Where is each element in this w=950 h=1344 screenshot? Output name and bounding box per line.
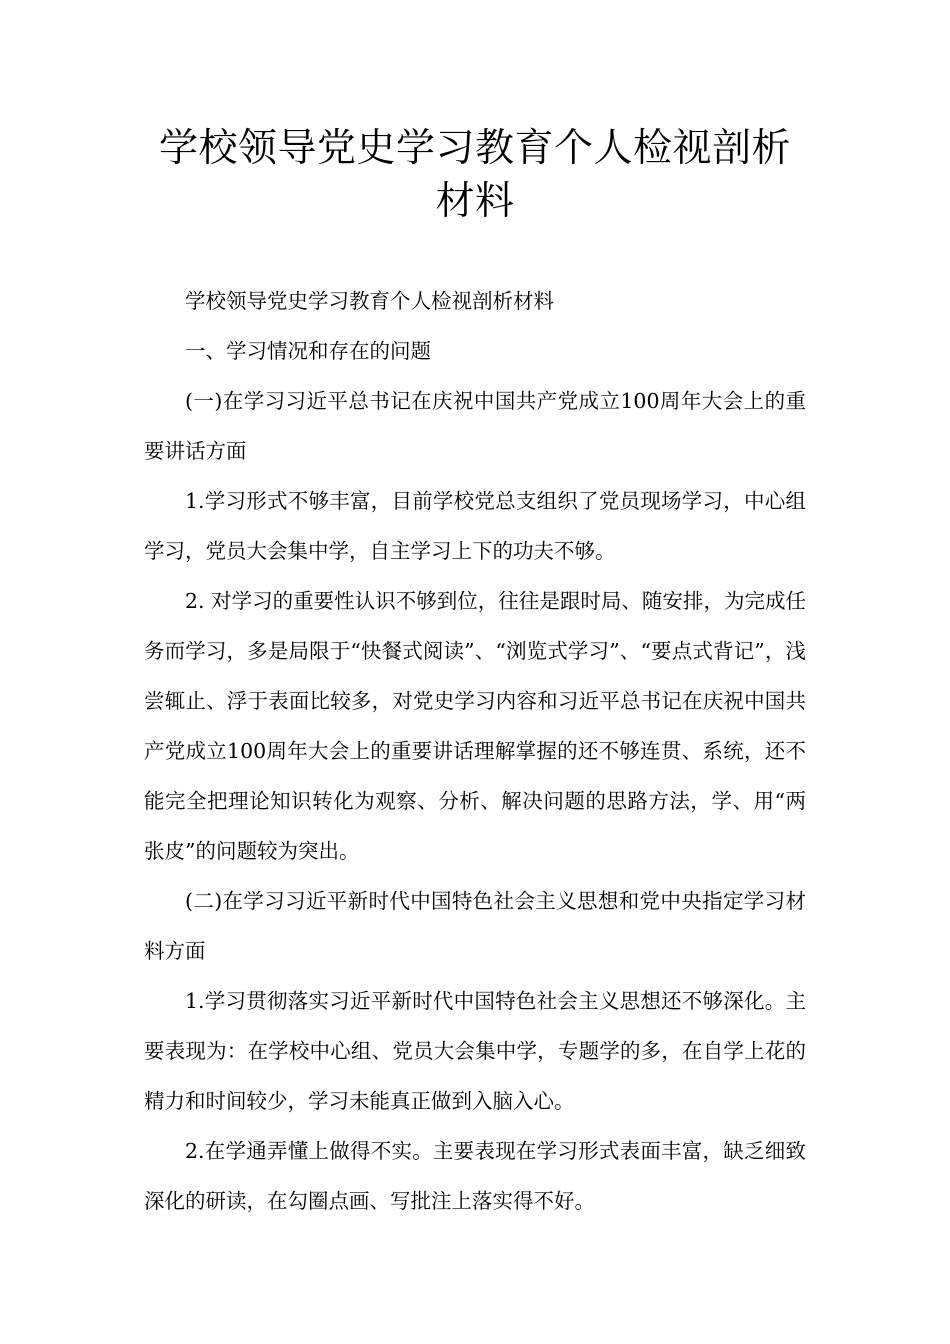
- paragraph-item-2-1: 1.学习贯彻落实习近平新时代中国特色社会主义思想还不够深化。主要表现为：在学校中心组、党员大会集中学，专题学的多，在自学上花的精力和时间较少，学习未能真正做到入脑入心。: [144, 989, 806, 1113]
- paragraph-subsection-2: (二)在学习习近平新时代中国特色社会主义思想和党中央指定学习材料方面: [144, 889, 806, 963]
- document-title: 学校领导党史学习教育个人检视剖析材料: [158, 126, 791, 224]
- paragraph-item-1-1: 1.学习形式不够丰富，目前学校党总支组织了党员现场学习，中心组学习，党员大会集中学，自主学习上下的功夫不够。: [144, 489, 806, 563]
- paragraph-section-heading: 一、学习情况和存在的问题: [185, 339, 431, 363]
- paragraph-subtitle: 学校领导党史学习教育个人检视剖析材料: [185, 289, 554, 313]
- document-body: [144, 276, 806, 1226]
- paragraph-item-1-2: 2. 对学习的重要性认识不够到位，往往是跟时局、随安排，为完成任务而学习，多是局限于“快餐式阅读”、“浏览式学习”、“要点式背记”，浅尝辄止、浮于表面比较多，对党史学习内容和习近平总书记在庆祝中国共产党成立100周年大会上的重要讲话理解掌握的还不够连贯、系统，还不能完全把理论知识转化为观察、分析、解决问题的思路方法，学、用“两张皮”的问题较为突出。: [144, 589, 806, 863]
- paragraph-item-2-2: 2.在学通弄懂上做得不实。主要表现在学习形式表面丰富，缺乏细致深化的研读，在勾圈点画、写批注上落实得不好。: [144, 1139, 806, 1213]
- paragraph-subsection-1: (一)在学习习近平总书记在庆祝中国共产党成立100周年大会上的重要讲话方面: [144, 389, 806, 463]
